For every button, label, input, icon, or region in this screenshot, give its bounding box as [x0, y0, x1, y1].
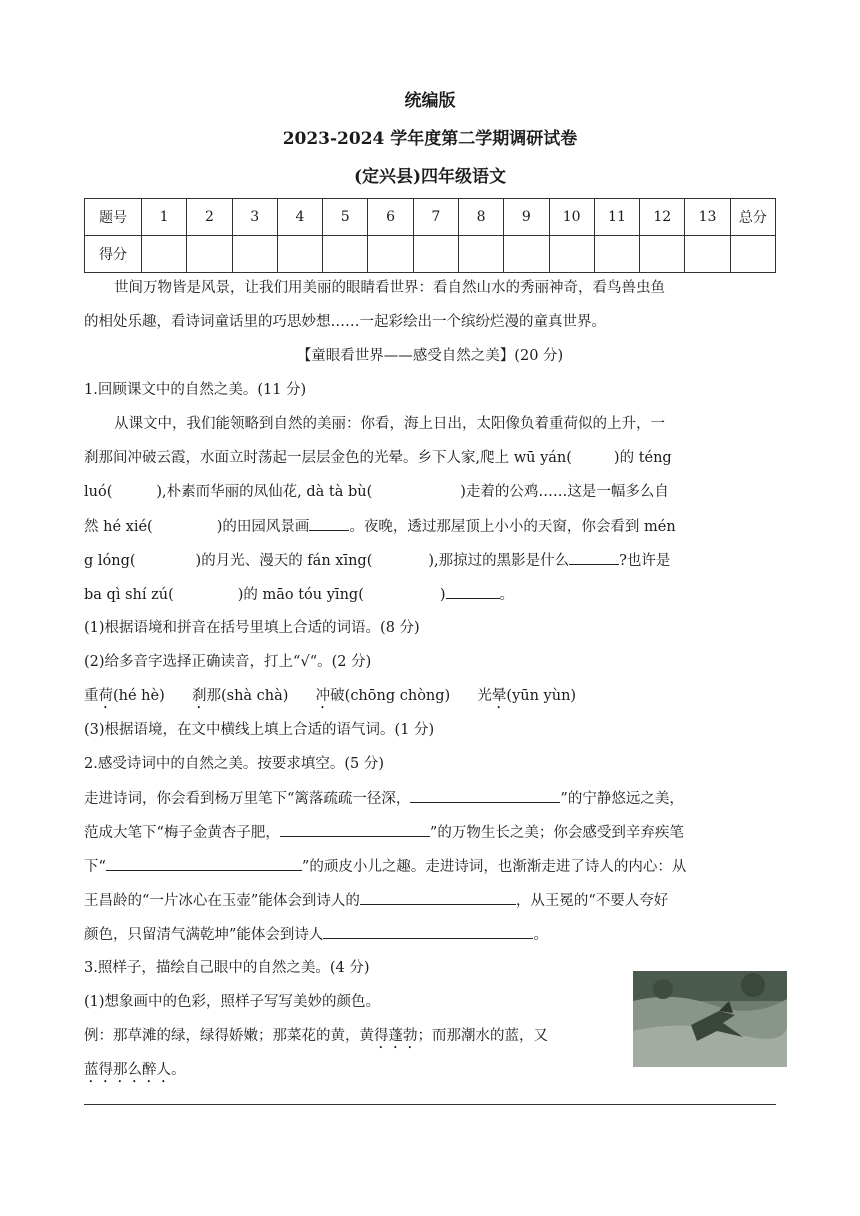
table-cell: 12 [640, 199, 685, 236]
passage-text: )的月光、漫天的 fán xīng( [195, 553, 373, 569]
q1-passage-line-3 [84, 482, 776, 502]
passage-text: 。夜晚，透过那屋顶上小小的天窗，你会看到 mén [349, 519, 676, 535]
score-table-header-row [85, 199, 776, 236]
passage-text: ba qì shí zú( [84, 587, 174, 603]
score-input-cell[interactable] [504, 236, 549, 273]
table-cell: 总分 [730, 199, 775, 236]
table-cell: 4 [277, 199, 322, 236]
answer-blank[interactable] [309, 516, 349, 531]
passage-text: )走着的公鸡……这是一幅多么自 [460, 484, 669, 500]
passage-text: ) [439, 587, 446, 603]
bird-photo-image [633, 971, 787, 1067]
answer-blank[interactable] [280, 822, 430, 837]
section-heading: 【童眼看世界——感受自然之美】(20 分) [296, 348, 564, 364]
q1-sub-1: (1)根据语境和拼音在括号里填上合适的词语。(8 分) [84, 620, 420, 636]
score-input-cell[interactable] [277, 236, 322, 273]
q3-example-line-1: 例：那草滩的绿，绿得娇嫩；那菜花的黄，黄得蓬勃；而那潮水的蓝，又 [84, 1028, 548, 1044]
table-cell: 3 [232, 199, 277, 236]
answer-blank[interactable] [569, 550, 619, 565]
answer-blank[interactable] [106, 856, 302, 871]
q2-line-4: 王昌龄的“一片冰心在玉壶”能体会到诗人的 ，从王冕的“不要人夸好 [84, 890, 776, 911]
intro-line-2: 的相处乐趣，看诗词童话里的巧思妙想……一起彩绘出一个缤纷烂漫的童真世界。 [84, 314, 606, 330]
polyphone-options [84, 686, 776, 712]
passage-text: 。 [499, 587, 515, 603]
q1-sub-2: (2)给多音字选择正确读音，打上“√“。(2 分) [84, 654, 372, 670]
table-cell: 7 [413, 199, 458, 236]
answer-blank[interactable] [446, 584, 500, 599]
q2-line-5: 颜色，只留清气满乾坤”能体会到诗人 。 [84, 924, 776, 945]
answer-blank[interactable] [360, 890, 516, 905]
score-input-cell[interactable] [368, 236, 413, 273]
q1-passage-line-2 [84, 448, 776, 468]
table-cell: 9 [504, 199, 549, 236]
q1-sub-3: (3)根据语境，在文中横线上填上合适的语气词。(1 分) [84, 722, 435, 738]
answer-blank[interactable] [410, 788, 560, 803]
table-cell: 2 [187, 199, 232, 236]
score-input-cell[interactable] [730, 236, 775, 273]
q3-example-line-2: 蓝得那么醉人。 [84, 1062, 186, 1078]
table-cell: 5 [323, 199, 368, 236]
score-input-cell[interactable] [187, 236, 232, 273]
page-footer-rule [84, 1104, 776, 1105]
question-3-title: 3.照样子，描绘自己眼中的自然之美。(4 分) [84, 960, 370, 976]
q1-passage-line-6 [84, 584, 776, 605]
score-input-cell[interactable] [594, 236, 639, 273]
q3-sub-1: (1)想象画中的色彩，照样子写写美妙的颜色。 [84, 994, 381, 1010]
q1-passage-line-1: 从课文中，我们能领略到自然的美丽：你看，海上日出，太阳像负着重荷似的上升，一 [114, 416, 665, 432]
table-cell: 题号 [85, 199, 142, 236]
table-cell: 6 [368, 199, 413, 236]
score-table [84, 198, 776, 273]
score-input-cell[interactable] [549, 236, 594, 273]
question-1-title: 1.回顾课文中的自然之美。(11 分) [84, 382, 307, 398]
passage-text: )的 téng [613, 450, 672, 466]
q2-line-2: 范成大笔下“梅子金黄杏子肥， ”的万物生长之美；你会感受到辛弃疾笔 [84, 822, 776, 843]
table-cell: 13 [685, 199, 730, 236]
passage-text: 刹那间冲破云霞，水面立时荡起一层层金色的光晕。乡下人家,爬上 wū yán( [84, 450, 572, 466]
table-cell: 11 [594, 199, 639, 236]
exam-title: 2023-2024 学年度第二学期调研试卷 [282, 129, 578, 149]
table-cell: 得分 [85, 236, 142, 273]
passage-text: ?也许是 [619, 553, 671, 569]
passage-text: ),那掠过的黑影是什么 [428, 553, 570, 569]
score-input-cell[interactable] [142, 236, 187, 273]
passage-text: 然 hé xié( [84, 519, 153, 535]
table-cell: 10 [549, 199, 594, 236]
table-cell: 8 [458, 199, 503, 236]
q2-line-1: 走进诗词，你会看到杨万里笔下“篱落疏疏一径深， ”的宁静悠远之美， [84, 788, 776, 809]
q1-passage-line-5 [84, 550, 776, 571]
question-2-title: 2.感受诗词中的自然之美。按要求填空。(5 分) [84, 756, 384, 772]
passage-text: ),朴素而华丽的凤仙花, dà tà bù( [156, 484, 373, 500]
passage-text: luó( [84, 484, 113, 500]
passage-text: )的田园风景画 [216, 519, 310, 535]
option-chana[interactable]: 刹那(shà chà) [191, 688, 289, 704]
option-zhonghe[interactable]: 重荷(hé hè) [84, 688, 165, 704]
answer-blank[interactable] [323, 924, 533, 939]
score-table-score-row [85, 236, 776, 273]
score-input-cell[interactable] [232, 236, 277, 273]
exam-subtitle: (定兴县)四年级语文 [353, 167, 507, 187]
q2-line-3: 下“ ”的顽皮小儿之趣。走进诗词，也渐渐走进了诗人的内心：从 [84, 856, 776, 877]
passage-text: )的 māo tóu yīng( [237, 587, 364, 603]
score-input-cell[interactable] [413, 236, 458, 273]
edition-label: 统编版 [404, 91, 456, 111]
q1-passage-line-4 [84, 516, 776, 537]
score-input-cell[interactable] [640, 236, 685, 273]
score-input-cell[interactable] [458, 236, 503, 273]
option-chongpo[interactable]: 冲破(chōng chòng) [315, 688, 451, 704]
option-guangyun[interactable]: 光晕(yūn yùn) [477, 688, 577, 704]
score-input-cell[interactable] [685, 236, 730, 273]
intro-line-1: 世间万物皆是风景，让我们用美丽的眼睛看世界：看自然山水的秀丽神奇，看鸟兽虫鱼 [114, 280, 665, 296]
passage-text: g lóng( [84, 553, 136, 569]
score-input-cell[interactable] [323, 236, 368, 273]
table-cell: 1 [142, 199, 187, 236]
